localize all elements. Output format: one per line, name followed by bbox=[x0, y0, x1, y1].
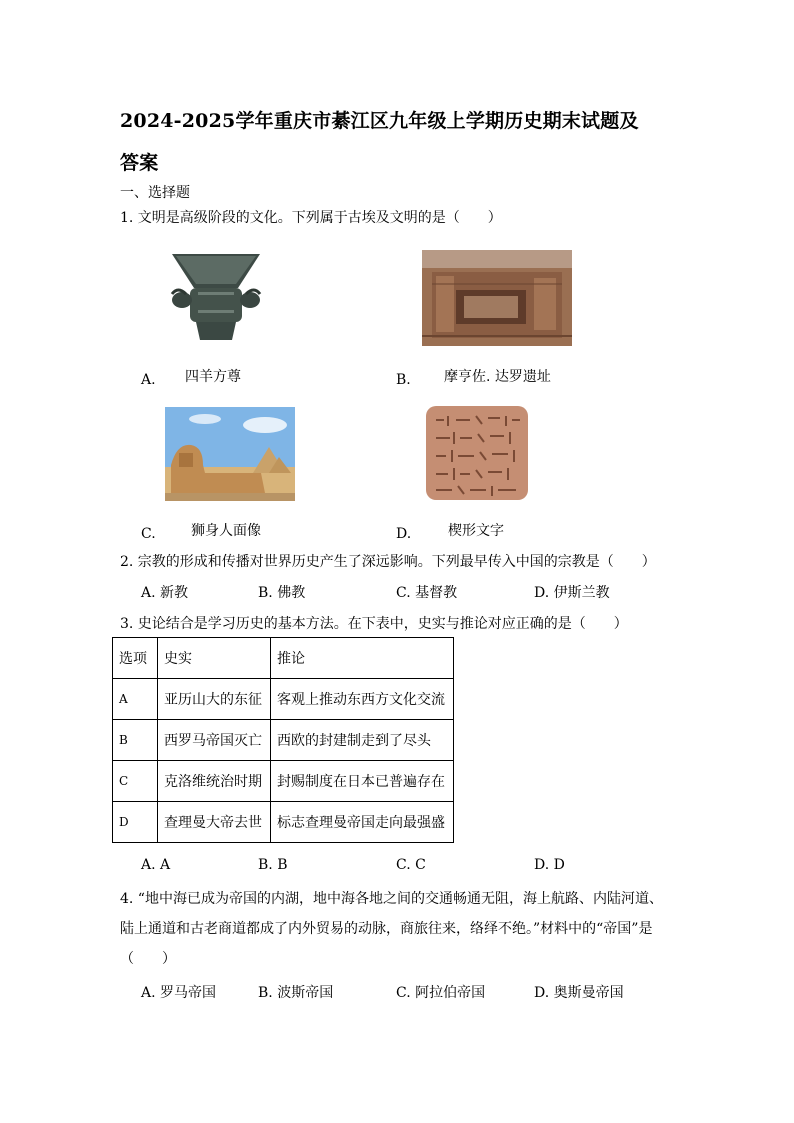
q1-option-b-caption: 摩亨佐. 达罗遗址 bbox=[444, 369, 551, 385]
q3-option-d: D. D bbox=[534, 857, 565, 873]
q1-stem: 1. 文明是高级阶段的文化。下列属于古埃及文明的是（ ） bbox=[120, 210, 502, 226]
table-row bbox=[113, 802, 454, 843]
q1-option-c-letter: C. bbox=[141, 526, 156, 542]
table-row bbox=[113, 761, 454, 802]
q2-stem: 2. 宗教的形成和传播对世界历史产生了深远影响。下列最早传入中国的宗教是（ ） bbox=[120, 554, 656, 570]
q1-option-c-caption: 狮身人面像 bbox=[191, 523, 261, 539]
q2-option-b: B. 佛教 bbox=[258, 585, 306, 601]
q1-option-d-caption: 楔形文字 bbox=[448, 523, 504, 539]
q4-option-a: A. 罗马帝国 bbox=[141, 985, 217, 1001]
q4-option-d: D. 奥斯曼帝国 bbox=[534, 985, 624, 1001]
q4-option-b: B. 波斯帝国 bbox=[258, 985, 334, 1001]
q3-stem: 3. 史论结合是学习历史的基本方法。在下表中，史实与推论对应正确的是（ ） bbox=[120, 616, 628, 632]
table-cell: 封赐制度在日本已普遍存在 bbox=[271, 761, 454, 802]
q2-option-c: C. 基督教 bbox=[396, 585, 458, 601]
table-cell: 亚历山大的东征 bbox=[158, 679, 271, 720]
table-cell: 克洛维统治时期 bbox=[158, 761, 271, 802]
q1-option-b-letter: B. bbox=[396, 372, 411, 388]
cuneiform-tablet-image bbox=[424, 404, 530, 502]
table-cell: B bbox=[113, 720, 158, 761]
bronze-vessel-image bbox=[168, 248, 264, 346]
table-header-cell: 选项 bbox=[113, 638, 158, 679]
ruins-image bbox=[422, 250, 572, 346]
q1-option-a-caption: 四羊方尊 bbox=[185, 369, 241, 385]
q4-stem-line2: 陆上通道和古老商道都成了内外贸易的动脉，商旅往来，络绎不绝。”材料中的“帝国”是 bbox=[120, 921, 653, 937]
page-title-line2: 答案 bbox=[120, 152, 159, 174]
q4-option-c: C. 阿拉伯帝国 bbox=[396, 985, 486, 1001]
table-header-cell: 推论 bbox=[271, 638, 454, 679]
table-cell: 查理曼大帝去世 bbox=[158, 802, 271, 843]
table-cell: 标志查理曼帝国走向最强盛 bbox=[271, 802, 454, 843]
q1-option-a-letter: A. bbox=[141, 372, 156, 388]
table-cell: D bbox=[113, 802, 158, 843]
q2-option-a: A. 新教 bbox=[141, 585, 189, 601]
table-header-cell: 史实 bbox=[158, 638, 271, 679]
table-cell: A bbox=[113, 679, 158, 720]
history-table bbox=[112, 637, 454, 843]
q3-option-b: B. B bbox=[258, 857, 288, 873]
table-cell: 客观上推动东西方文化交流 bbox=[271, 679, 454, 720]
q2-option-d: D. 伊斯兰教 bbox=[534, 585, 610, 601]
q3-option-c: C. C bbox=[396, 857, 426, 873]
page-title-line1: 2024-2025学年重庆市綦江区九年级上学期历史期末试题及 bbox=[120, 110, 639, 132]
table-cell: C bbox=[113, 761, 158, 802]
table-header-row bbox=[113, 638, 454, 679]
section-heading: 一、选择题 bbox=[120, 185, 190, 201]
table-row bbox=[113, 720, 454, 761]
table-row bbox=[113, 679, 454, 720]
q4-stem-line1: 4. “地中海已成为帝国的内湖，地中海各地之间的交通畅通无阻，海上航路、内陆河道、 bbox=[120, 891, 663, 907]
table-cell: 西罗马帝国灭亡 bbox=[158, 720, 271, 761]
q3-option-a: A. A bbox=[141, 857, 171, 873]
q4-stem-line3: （ ） bbox=[120, 951, 176, 967]
sphinx-image bbox=[165, 407, 295, 501]
q1-option-d-letter: D. bbox=[396, 526, 412, 542]
table-cell: 西欧的封建制走到了尽头 bbox=[271, 720, 454, 761]
